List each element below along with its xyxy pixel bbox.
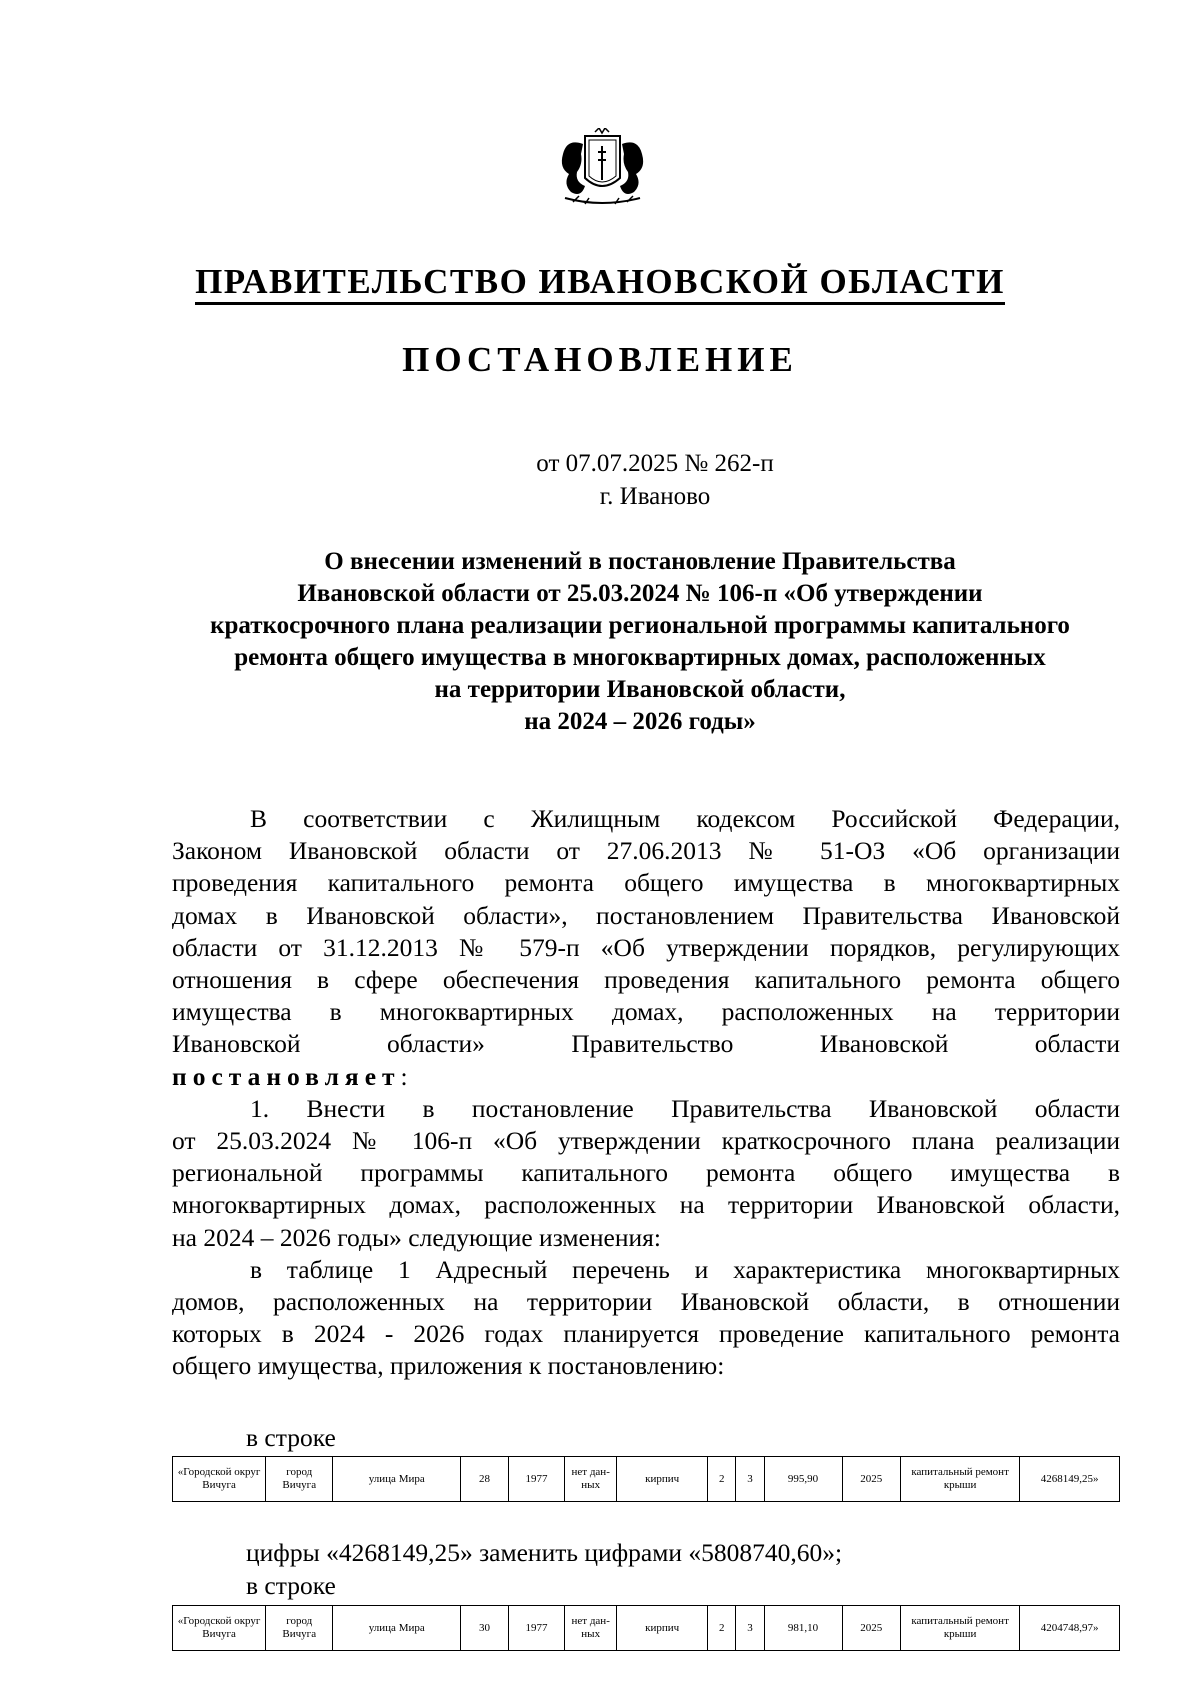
item1-line: 1. Внести в постановление Правительства Ивановской области	[250, 1093, 1120, 1123]
preamble-line: Законом Ивановской области от 27.06.2013 № 51-ОЗ «Об организации	[172, 836, 1120, 866]
resolves-punct: :	[400, 1061, 408, 1091]
table-para-line: домов, расположенных на территории Ивановской области, в отношении	[172, 1287, 1120, 1317]
table-para-line: в таблице 1 Адресный перечень и характеристика многоквартирных	[250, 1254, 1120, 1284]
preamble-line: области от 31.12.2013 № 579-п «Об утверждении порядков, регулирующих	[172, 932, 1120, 962]
preamble-line: отношения в сфере обеспечения проведения капитального ремонта общего	[172, 965, 1120, 995]
replace-instruction: цифры «4268149,25» заменить цифрами «5808740,60»;	[246, 1538, 843, 1567]
table-cell: 4268149,25»	[1020, 1457, 1120, 1502]
table-cell: кирпич	[617, 1606, 708, 1651]
table-cell: капитальный ремонт крыши	[901, 1606, 1020, 1651]
heading-line: на 2024 – 2026 годы»	[524, 708, 756, 735]
table-cell: 1977	[508, 1457, 564, 1502]
table-cell: «Городской округ Вичуга	[173, 1457, 266, 1502]
government-title: ПРАВИТЕЛЬСТВО ИВАНОВСКОЙ ОБЛАСТИ	[0, 262, 1200, 302]
table-cell: 3	[736, 1606, 764, 1651]
table-cell: 1977	[508, 1606, 564, 1651]
heading-line: ремонта общего имущества в многоквартирных домах, расположенных	[234, 644, 1046, 671]
table-row	[173, 1606, 1120, 1651]
table-cell: город Вичуга	[266, 1457, 333, 1502]
table-para-line: общего имущества, приложения к постановлению:	[172, 1351, 725, 1381]
table-cell: улица Мира	[333, 1606, 461, 1651]
table-cell: 2	[708, 1457, 736, 1502]
heading-line: краткосрочного плана реализации региональной программы капитального	[210, 612, 1070, 639]
in-row-label: в строке	[246, 1423, 336, 1452]
table-cell: 28	[461, 1457, 509, 1502]
table-cell: 4204748,97»	[1020, 1606, 1120, 1651]
preamble-line: проведения капитального ремонта общего имущества в многоквартирных	[172, 868, 1120, 898]
address-table-row-1	[172, 1456, 1120, 1502]
heading-line: на территории Ивановской области,	[434, 676, 846, 703]
preamble-line: домах в Ивановской области», постановлением Правительства Ивановской	[172, 900, 1120, 930]
in-row-label: в строке	[246, 1571, 336, 1600]
table-cell: 2025	[842, 1457, 901, 1502]
preamble-line: Ивановской области» Правительство Ивановской области	[172, 1029, 1120, 1059]
item1-line: региональной программы капитального ремонта общего имущества в	[172, 1158, 1120, 1188]
address-table-row-2	[172, 1605, 1120, 1651]
resolves-word: постановляет	[172, 1061, 401, 1091]
heading-line: О внесении изменений в постановление Правительства	[324, 548, 956, 575]
document-type: ПОСТАНОВЛЕНИЕ	[402, 340, 798, 379]
table-cell: 981,10	[764, 1606, 842, 1651]
table-cell: «Городской округ Вичуга	[173, 1606, 266, 1651]
table-cell: 995,90	[764, 1457, 842, 1502]
preamble-line: имущества в многоквартирных домах, расположенных на территории	[172, 997, 1120, 1027]
item1-line: многоквартирных домах, расположенных на территории Ивановской области,	[172, 1190, 1120, 1220]
resolves-line	[172, 1061, 1120, 1093]
table-cell: улица Мира	[333, 1457, 461, 1502]
table-cell: 2025	[842, 1606, 901, 1651]
table-cell: капитальный ремонт крыши	[901, 1457, 1020, 1502]
table-row	[173, 1457, 1120, 1502]
preamble-line: В соответствии с Жилищным кодексом Российской Федерации,	[250, 804, 1120, 833]
coat-of-arms-icon	[555, 128, 650, 208]
document-body	[172, 803, 1120, 1383]
table-cell: 2	[708, 1606, 736, 1651]
table-cell: кирпич	[617, 1457, 708, 1502]
date-number-line: от 07.07.2025 № 262-п	[536, 450, 774, 477]
item1-line: на 2024 – 2026 годы» следующие изменения:	[172, 1222, 661, 1252]
table-cell: 30	[461, 1606, 509, 1651]
table-para-line: которых в 2024 - 2026 годах планируется проведение капитального ремонта	[172, 1319, 1120, 1349]
table-cell: город Вичуга	[266, 1606, 333, 1651]
document-heading	[160, 546, 1120, 738]
city-line: г. Иваново	[599, 483, 711, 510]
table-cell: 3	[736, 1457, 764, 1502]
item1-line: от 25.03.2024 № 106-п «Об утверждении краткосрочного плана реализации	[172, 1126, 1120, 1156]
table-cell: нет дан-ных	[565, 1606, 617, 1651]
table-cell: нет дан-ных	[565, 1457, 617, 1502]
heading-line: Ивановской области от 25.03.2024 № 106-п «Об утверждении	[297, 580, 983, 607]
